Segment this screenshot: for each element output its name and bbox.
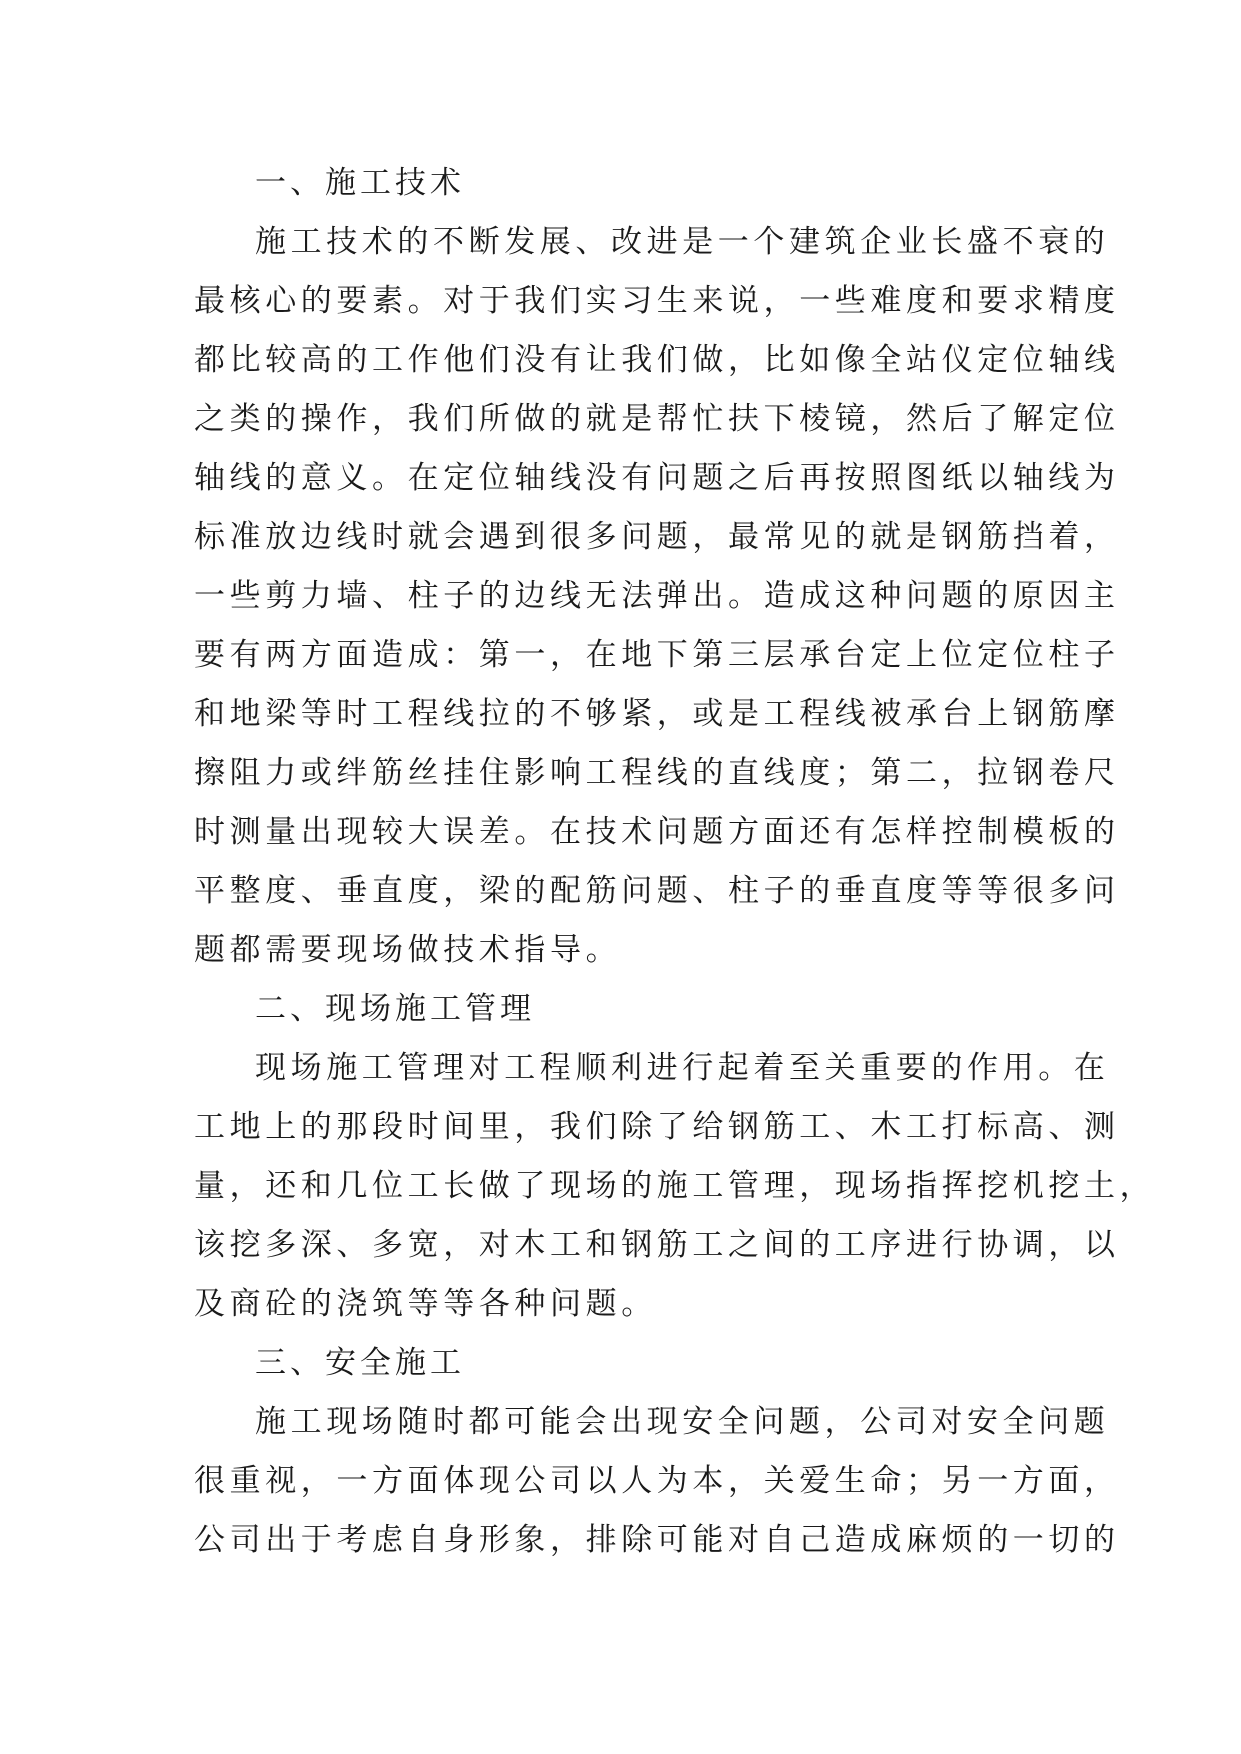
document-body: [194, 154, 1156, 1570]
paragraph-line: 擦阻力或绊筋丝挂住影响工程线的直线度；第二，拉钢卷尺: [194, 755, 1120, 791]
paragraph-line: 要有两方面造成：第一，在地下第三层承台定上位定位柱子: [194, 637, 1120, 673]
section-heading: 一、施工技术: [255, 165, 465, 201]
paragraph-line: 该挖多深、多宽，对木工和钢筋工之间的工序进行协调，以: [194, 1227, 1120, 1263]
paragraph-line: 题都需要现场做技术指导。: [194, 932, 622, 968]
paragraph-line: 轴线的意义。在定位轴线没有问题之后再按照图纸以轴线为: [194, 460, 1120, 496]
paragraph-line: 公司出于考虑自身形象，排除可能对自己造成麻烦的一切的: [194, 1522, 1120, 1558]
section-heading: 二、现场施工管理: [255, 991, 535, 1027]
paragraph-line: 平整度、垂直度，梁的配筋问题、柱子的垂直度等等很多问: [194, 873, 1120, 909]
paragraph-line: 及商砼的浇筑等等各种问题。: [194, 1286, 657, 1322]
paragraph-line: 量，还和几位工长做了现场的施工管理，现场指挥挖机挖土，: [194, 1168, 1156, 1204]
paragraph-line: 很重视，一方面体现公司以人为本，关爱生命；另一方面，: [194, 1463, 1120, 1499]
section-heading: 三、安全施工: [255, 1345, 465, 1381]
paragraph-line: 时测量出现较大误差。在技术问题方面还有怎样控制模板的: [194, 814, 1120, 850]
paragraph-line: 标准放边线时就会遇到很多问题，最常见的就是钢筋挡着，: [194, 519, 1120, 555]
paragraph-line: 施工现场随时都可能会出现安全问题，公司对安全问题: [255, 1404, 1110, 1440]
paragraph-line: 最核心的要素。对于我们实习生来说，一些难度和要求精度: [194, 283, 1120, 319]
paragraph-line: 和地梁等时工程线拉的不够紧，或是工程线被承台上钢筋摩: [194, 696, 1120, 732]
paragraph-line: 都比较高的工作他们没有让我们做，比如像全站仪定位轴线: [194, 342, 1120, 378]
paragraph-line: 施工技术的不断发展、改进是一个建筑企业长盛不衰的: [255, 224, 1110, 260]
paragraph-line: 一些剪力墙、柱子的边线无法弹出。造成这种问题的原因主: [194, 578, 1120, 614]
paragraph-line: 工地上的那段时间里，我们除了给钢筋工、木工打标高、测: [194, 1109, 1120, 1145]
paragraph-line: 现场施工管理对工程顺利进行起着至关重要的作用。在: [255, 1050, 1110, 1086]
paragraph-line: 之类的操作，我们所做的就是帮忙扶下棱镜，然后了解定位: [194, 401, 1120, 437]
